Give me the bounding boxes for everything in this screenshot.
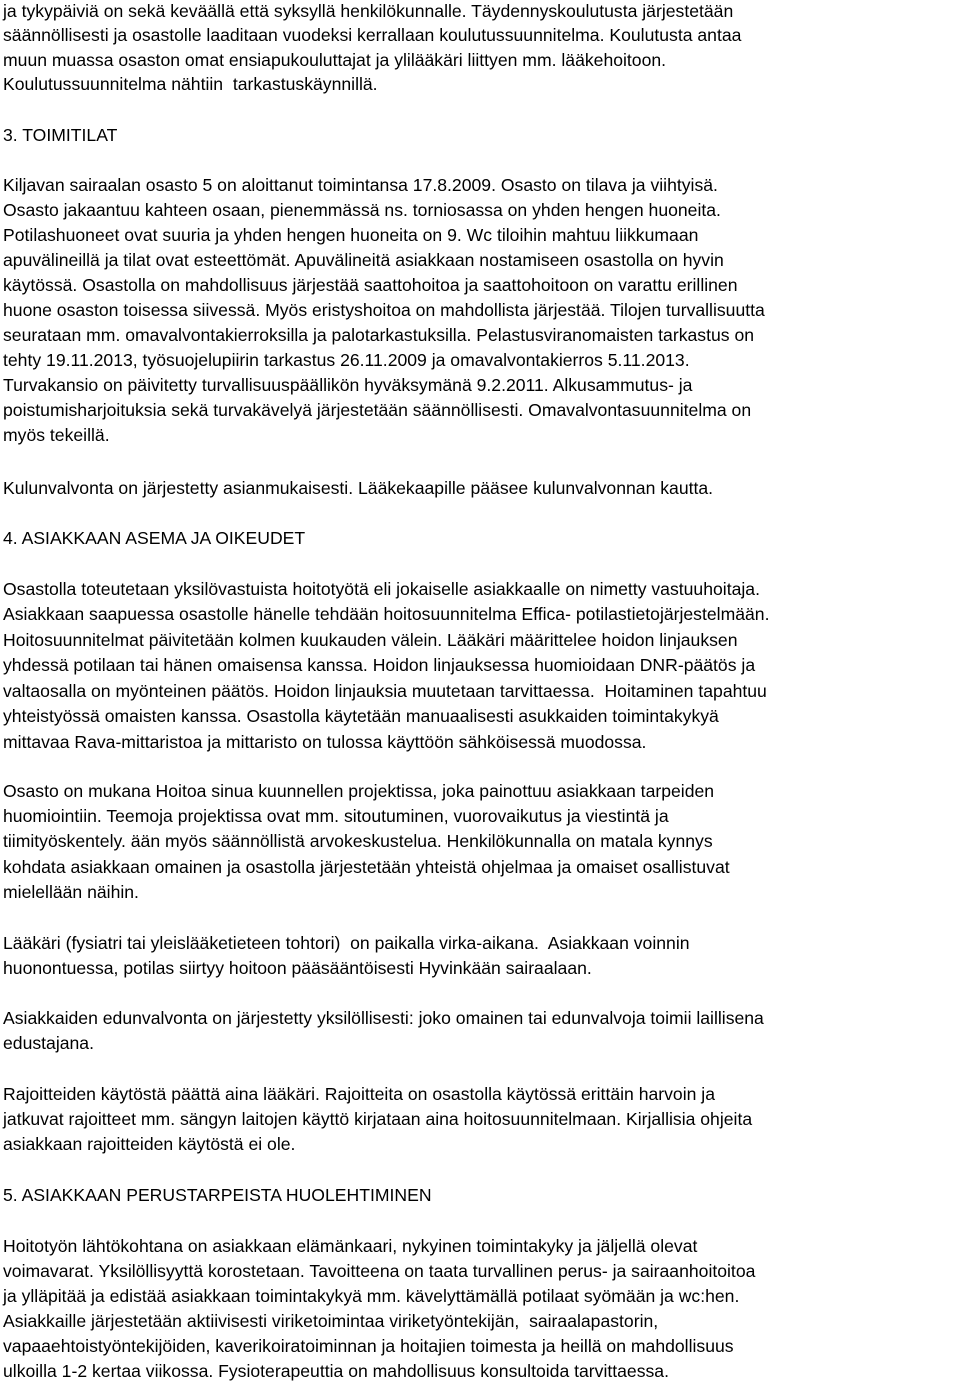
- text-line: huone osaston toisessa siivessä. Myös eristyshoitoa on mahdollista järjestää. Tilojen turvallisuutta: [3, 300, 765, 320]
- text-line: tiimityöskentely. ään myös säännöllistä arvokeskustelua. Henkilökunnalla on matala kynnys: [3, 831, 713, 851]
- text-line: jatkuvat rajoitteet mm. sängyn laitojen käyttö kirjataan aina hoitosuunnitelmaan. Kirjallisia ohjeita: [3, 1109, 753, 1129]
- text-line: seurataan mm. omavalvontakierroksilla ja palotarkastuksilla. Pelastusviranomaisten tarkastus on: [3, 325, 755, 345]
- text-line: Asiakkaille järjestetään aktiivisesti viriketoimintaa viriketyöntekijän, sairaalapastorin,: [3, 1311, 659, 1331]
- text-line: ulkoilla 1-2 kertaa viikossa. Fysioterapeuttia on mahdollisuus konsultoida tarvittaessa.: [3, 1361, 669, 1381]
- text-line: Osasto on mukana Hoitoa sinua kuunnellen projektissa, joka painottuu asiakkaan tarpeiden: [3, 781, 715, 801]
- section-heading: 4. ASIAKKAAN ASEMA JA OIKEUDET: [3, 528, 306, 548]
- text-line: huonontuessa, potilas siirtyy hoitoon pääsääntöisesti Hyvinkään sairaalaan.: [3, 958, 592, 978]
- text-line: muun muassa osaston omat ensiapukouluttajat ja ylilääkäri liittyen mm. lääkehoitoon.: [3, 50, 667, 70]
- text-line: ja tykypäiviä on sekä keväällä että syksyllä henkilökunnalle. Täydennyskoulutusta järjestetään: [3, 1, 734, 21]
- text-line: kohdata asiakkaan omainen ja osastolla järjestetään yhteistä ohjelmaa ja omaiset osallistuvat: [3, 857, 730, 877]
- text-line: edustajana.: [3, 1033, 94, 1053]
- text-line: voimavarat. Yksilöllisyyttä korostetaan. Tavoitteena on taata turvallinen perus- ja sairaanhoitoitoa: [3, 1261, 756, 1281]
- text-line: mielellään näihin.: [3, 882, 139, 902]
- text-line: Osastolla toteutetaan yksilövastuista hoitotyötä eli jokaiselle asiakkaalle on nimetty vastuuhoitaja.: [3, 579, 760, 599]
- text-line: Asiakkaan saapuessa osastolle hänelle tehdään hoitosuunnitelma Effica- potilastietojärjestelmään.: [3, 604, 770, 624]
- text-line: Osasto jakaantuu kahteen osaan, pienemmässä ns. torniosassa on yhden hengen huoneita.: [3, 200, 721, 220]
- text-line: yhdessä potilaan tai hänen omaisensa kanssa. Hoidon linjauksessa huomioidaan DNR-päätös ja: [3, 655, 756, 675]
- text-line: Lääkäri (fysiatri tai yleislääketieteen tohtori) on paikalla virka-aikana. Asiakkaan voinnin: [3, 933, 690, 953]
- text-line: Kulunvalvonta on järjestetty asianmukaisesti. Lääkekaapille pääsee kulunvalvonnan kautta.: [3, 478, 714, 498]
- text-line: Kiljavan sairaalan osasto 5 on aloittanut toimintansa 17.8.2009. Osasto on tilava ja viihtyisä.: [3, 175, 718, 195]
- text-line: Turvakansio on päivitetty turvallisuuspäällikön hyväksymänä 9.2.2011. Alkusammutus- ja: [3, 375, 693, 395]
- section-heading: 5. ASIAKKAAN PERUSTARPEISTA HUOLEHTIMINEN: [3, 1185, 432, 1205]
- text-line: Asiakkaiden edunvalvonta on järjestetty yksilöllisesti: joko omainen tai edunvalvoja toimii laillisena: [3, 1008, 764, 1028]
- text-line: Rajoitteiden käytöstä päättä aina lääkäri. Rajoitteita on osastolla käytössä erittäin harvoin ja: [3, 1084, 715, 1104]
- text-line: Hoitotyön lähtökohtana on asiakkaan elämänkaari, nykyinen toimintakyky ja jäljellä olevat: [3, 1236, 698, 1256]
- text-line: myös tekeillä.: [3, 425, 110, 445]
- section-heading: 3. TOIMITILAT: [3, 125, 118, 145]
- text-line: Potilashuoneet ovat suuria ja yhden hengen huoneita on 9. Wc tiloihin mahtuu liikkumaan: [3, 225, 699, 245]
- text-line: Koulutussuunnitelma nähtiin tarkastuskäynnillä.: [3, 74, 378, 94]
- text-line: apuvälineillä ja tilat ovat esteettömät. Apuvälineitä asiakkaan nostamiseen osastolla on hyvin: [3, 250, 724, 270]
- text-line: asiakkaan rajoitteiden käytöstä ei ole.: [3, 1134, 296, 1154]
- text-line: mittavaa Rava-mittaristoa ja mittaristo on tulossa käyttöön sähköisessä muodossa.: [3, 732, 647, 752]
- text-line: Hoitosuunnitelmat päivitetään kolmen kuukauden välein. Lääkäri määrittelee hoidon linjauksen: [3, 630, 738, 650]
- text-line: yhteistyössä omaisten kanssa. Osastolla käytetään manuaalisesti asukkaiden toimintakykyä: [3, 706, 719, 726]
- text-line: käytössä. Osastolla on mahdollisuus järjestää saattohoitoa ja saattohoitoon on varattu erillinen: [3, 275, 738, 295]
- text-line: huomiointiin. Teemoja projektissa ovat mm. sitoutuminen, vuorovaikutus ja viestintä ja: [3, 806, 669, 826]
- text-line: poistumisharjoituksia sekä turvakävelyä järjestetään säännöllisesti. Omavalvontasuunnitelma on: [3, 400, 752, 420]
- text-line: tehty 19.11.2013, työsuojelupiirin tarkastus 26.11.2009 ja omavalvontakierros 5.11.2013.: [3, 350, 690, 370]
- text-line: ja ylläpitää ja edistää asiakkaan toimintakykyä mm. kävelyttämällä potilaat syömään ja wc:hen.: [3, 1286, 740, 1306]
- text-line: valtaosalla on myönteinen päätös. Hoidon linjauksia muutetaan tarvittaessa. Hoitaminen tapahtuu: [3, 681, 767, 701]
- text-line: säännöllisesti ja osastolle laaditaan vuodeksi kerrallaan koulutussuunnitelma. Koulutusta antaa: [3, 25, 742, 45]
- text-line: vapaaehtoistyöntekijöiden, kaverikoiratoiminnan ja hoitajien toimesta ja heillä on mahdollisuus: [3, 1336, 734, 1356]
